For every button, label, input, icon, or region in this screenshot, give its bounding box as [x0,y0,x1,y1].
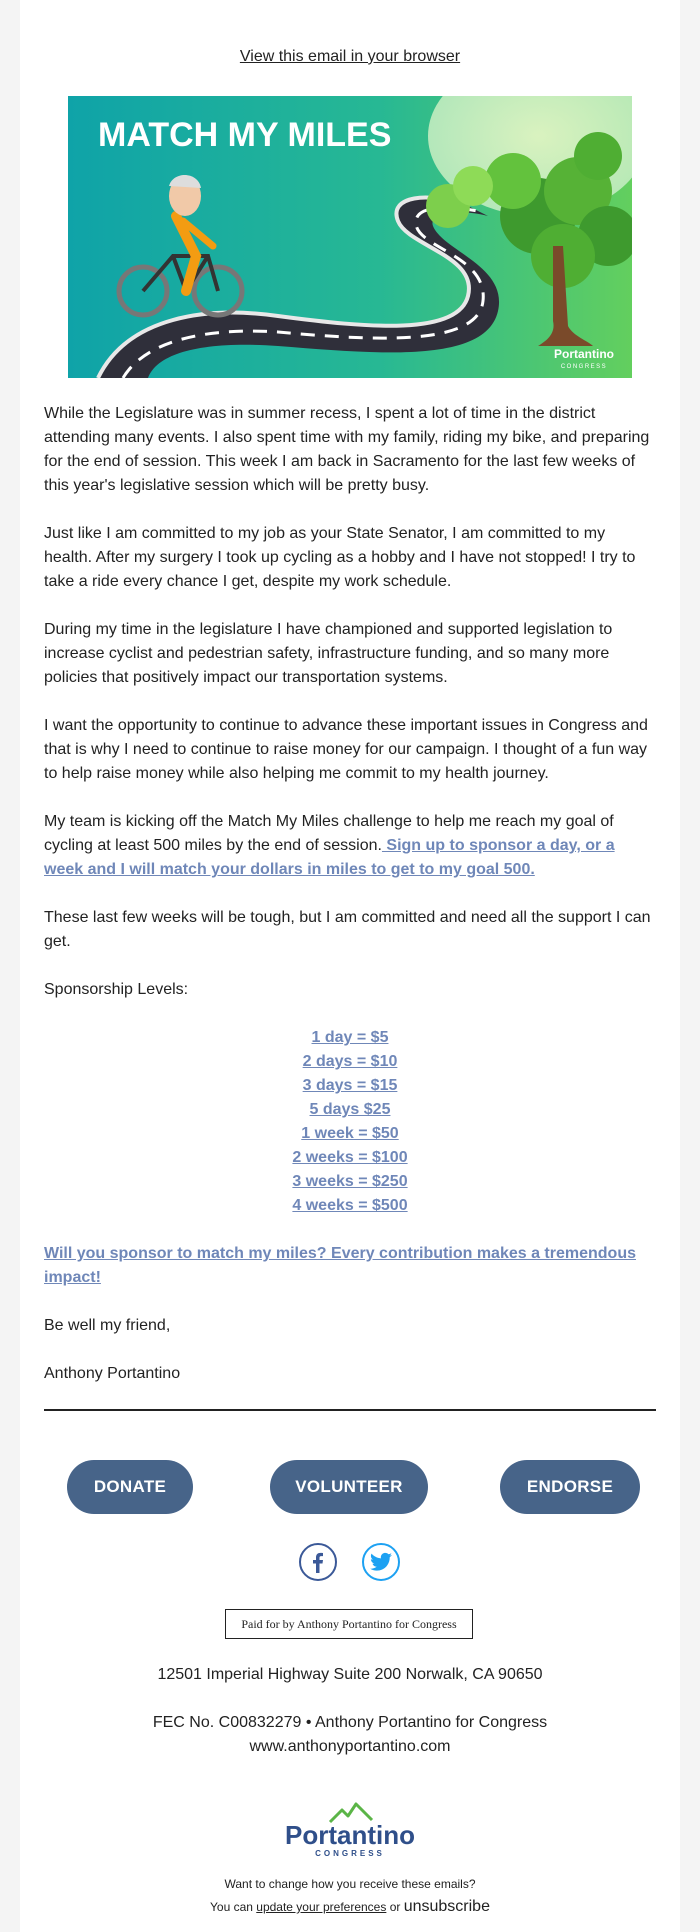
portantino-congress-logo [280,1800,420,1862]
volunteer-button[interactable]: VOLUNTEER [270,1460,428,1514]
sponsor-level-link[interactable]: 2 weeks = $100 [292,1149,408,1166]
view-in-browser-link[interactable]: View this email in your browser [239,48,461,65]
sponsor-level-link[interactable]: 4 weeks = $500 [292,1197,408,1214]
paragraph-3: During my time in the legislature I have championed and supported legislation to increase cyclist and pedestrian safety, infrastructure funding, and so many more policies that positively impact our transportation systems. [44,621,613,686]
banner-logo-sub: CONGRESS [560,364,608,370]
paragraph-6: These last few weeks will be tough, but I am committed and need all the support I can get. [44,909,651,950]
sponsor-level-link[interactable]: 1 week = $50 [301,1125,399,1142]
website-link[interactable]: www.anthonyportantino.com [249,1738,451,1755]
or-text: or [386,1900,404,1914]
sponsorship-levels-heading: Sponsorship Levels: [44,981,189,998]
twitter-link[interactable] [362,1543,400,1581]
match-my-miles-banner [68,96,632,378]
paragraph-4: I want the opportunity to continue to advance these important issues in Congress and that is why I need to continue to raise money for our campaign. I thought of a fun way to help raise money while also helping me commit to my health journey. [44,717,648,782]
endorse-button[interactable]: ENDORSE [500,1460,640,1514]
sponsor-level-link[interactable]: 3 weeks = $250 [292,1173,408,1190]
sponsor-level-link[interactable]: 5 days $25 [309,1101,391,1118]
paragraph-5-text: My team is kicking off the Match My Miles challenge to help me reach my goal of cycling at least 500 miles by the end of session. [44,813,614,854]
logo-mountain-icon [280,1800,420,1862]
paid-for-disclaimer: Paid for by Anthony Portantino for Congress [225,1609,473,1639]
sponsor-signup-link[interactable]: Sign up to sponsor a day, or a week and I will match your dollars in miles to get to my goal 500. [44,837,615,878]
mailing-address: 12501 Imperial Highway Suite 200 Norwalk, CA 90650 [157,1666,543,1683]
banner-illustration [68,96,632,378]
sponsor-level-link[interactable]: 2 days = $10 [302,1053,398,1070]
twitter-icon [370,1552,392,1572]
sponsorship-levels-list [44,1026,656,1218]
sponsor-cta-link[interactable]: Will you sponsor to match my miles? Every contribution makes a tremendous impact! [44,1245,636,1286]
sponsor-level-link[interactable]: 3 days = $15 [302,1077,398,1094]
paragraph-5 [44,810,656,882]
fec-disclaimer: FEC No. C00832279 • Anthony Portantino for Congress [152,1714,548,1731]
email-content [44,402,656,1410]
paragraph-1: While the Legislature was in summer recess, I spent a lot of time in the district attending many events. I also spent time with my family, riding my bike, and preparing for the end of session. This week I am back in Sacramento for the last few weeks of this year's legislative session which will be pretty busy. [44,405,650,494]
update-preferences-link[interactable]: update your preferences [256,1900,387,1914]
signature: Anthony Portantino [44,1365,181,1382]
paragraph-2: Just like I am committed to my job as your State Senator, I am committed to my health. After my surgery I took up cycling as a hobby and I have not stopped! I try to take a ride every chance I get, despite my work schedule. [44,525,636,590]
donate-button[interactable]: DONATE [67,1460,193,1514]
unsubscribe-link[interactable]: unsubscribe [403,1898,490,1915]
sponsor-level-link[interactable]: 1 day = $5 [311,1029,389,1046]
change-prompt: Want to change how you receive these emails? [224,1877,476,1891]
logo-sub: CONGRESS [315,1849,385,1858]
you-can-text: You can [210,1900,257,1914]
email-body [20,0,680,1932]
divider [44,1409,656,1411]
preferences-line [20,1898,680,1916]
facebook-link[interactable] [299,1543,337,1581]
closing-text: Be well my friend, [44,1317,171,1334]
banner-logo-name: Portantino [554,347,614,361]
facebook-icon [308,1551,328,1573]
banner-title: MATCH MY MILES [98,116,392,154]
logo-name: Portantino [285,1820,415,1850]
